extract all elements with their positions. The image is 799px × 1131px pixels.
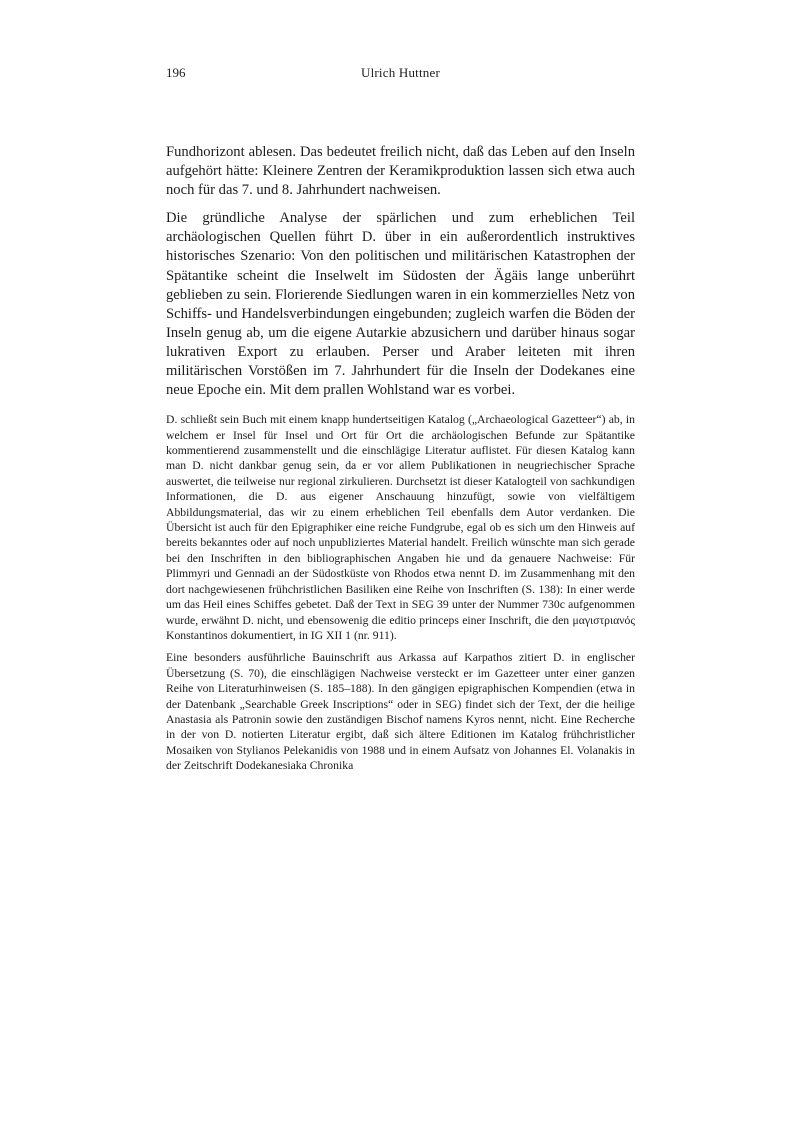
paragraph-gazetteer: D. schließt sein Buch mit einem knapp hundertseitigen Katalog („Archaeological Gazetteer“) ab, in welchem er Insel für Insel und Ort für Ort die archäologischen Befunde zur Spätantike kommentierend zusammenstellt und die einschlägige Literatur auflistet. Für diesen Katalog kann man D. nicht dankbar genug sein, da er vor allem Publikationen in neugriechischer Sprache auswertet, die teilweise nur regional zirkulieren. Durchsetzt ist dieser Katalogteil von sachkundigen Informationen, die D. aus eigener Anschauung hinzufügt, sowie von vielfältigem Abbildungsmaterial, das wir zu einem erheblichen Teil ebenfalls dem Autor verdanken. Die Übersicht ist auch für den Epigraphiker eine reiche Fundgrube, egal ob es sich um den Hinweis auf bereits bekanntes oder auf noch unpubliziertes Material handelt. Freilich wünschte man sich gerade bei den Inschriften in den bibliographischen Angaben hie und da genauere Nachweise: Für Plimmyri und Gennadi an der Südostküste von Rhodos etwa nennt D. im Zusammenhang mit den dort nachgewiesenen frühchristlichen Basiliken eine Reihe von Inschriften (S. 138): In einer werde um das Heil eines Schiffes gebetet. Daß der Text in SEG 39 unter der Nummer 730c aufgenommen wurde, erwähnt D. nicht, und ebensowenig die editio princeps einer Inschrift, die den μαγιστριανός Konstantinos dokumentiert, in IG XII 1 (nr. 911). <box>166 413 635 642</box>
page-number: 196 <box>166 65 186 80</box>
paragraph-analysis: Die gründliche Analyse der spärlichen und zum erheblichen Teil archäologischen Quellen führt D. über in ein außerordentlich instruktives historisches Szenario: Von den politischen und militärischen Katastrophen der Spätantike scheint die Inselwelt im Südosten der Ägäis lange unberührt geblieben zu sein. Florierende Siedlungen waren in ein kommerzielles Netz von Schiffs- und Handelsverbindungen eingebunden; zugleich warfen die Böden der Inseln genug ab, um die eigene Autarkie abzusichern und darüber hinaus sogar lukrativen Export zu erlauben. Perser und Araber leiteten mit ihren militärischen Vorstößen im 7. Jahrhundert für die Inseln der Dodekanes eine neue Epoche ein. Mit dem prallen Wohlstand war es vorbei. <box>166 210 635 399</box>
running-head-author: Ulrich Huttner <box>361 65 440 80</box>
page-content <box>166 64 635 774</box>
running-head <box>166 64 635 82</box>
paragraph-bauinschrift: Eine besonders ausführliche Bauinschrift aus Arkassa auf Karpathos zitiert D. in englischer Übersetzung (S. 70), die einschlägigen Nachweise versteckt er im Gazetteer unter einer ganzen Reihe von Literaturhinweisen (S. 185–188). In den gängigen epigraphischen Kompendien (etwa in der Datenbank „Searchable Greek Inscriptions“ oder in SEG) findet sich der Text, der die heilige Anastasia als Patronin sowie den zuständigen Bischof namens Kyros nennt, nicht. Eine Recherche in der von D. notierten Literatur ergibt, daß sich ältere Editionen im Katalog frühchristlicher Mosaiken von Stylianos Pelekanidis von 1988 und in einem Aufsatz von Johannes El. Volanakis in der Zeitschrift Dodekanesiaka Chronika <box>166 651 635 773</box>
body-text <box>166 143 635 774</box>
paragraph-continuation: Fundhorizont ablesen. Das bedeutet freilich nicht, daß das Leben auf den Inseln aufgehört hätte: Kleinere Zentren der Keramikproduktion lassen sich etwa auch noch für das 7. und 8. Jahrhundert nachweisen. <box>166 144 635 199</box>
